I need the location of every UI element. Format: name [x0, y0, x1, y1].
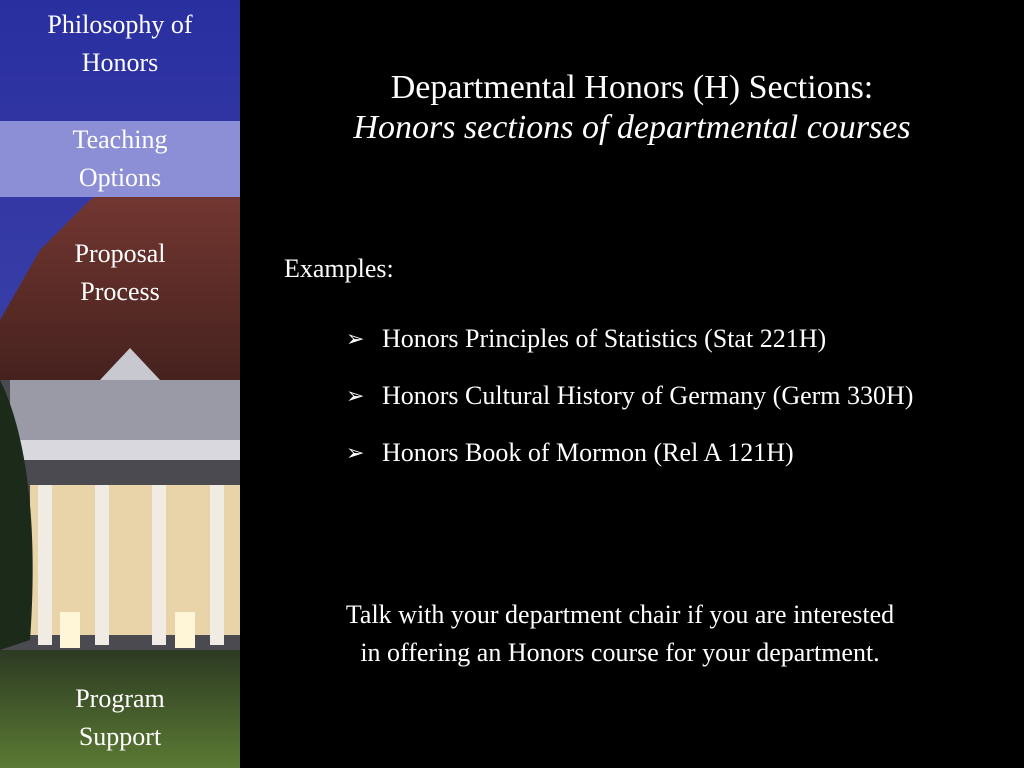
- list-item: [346, 436, 926, 470]
- sidebar-item-teaching-options[interactable]: [0, 121, 240, 197]
- sidebar-item-label: Teaching: [72, 125, 168, 154]
- sidebar-item-label: Options: [78, 163, 162, 192]
- sidebar-item-label: Proposal: [74, 239, 166, 268]
- sidebar-item-label: Support: [78, 722, 162, 751]
- sidebar-item-proposal-process[interactable]: [0, 235, 240, 311]
- sidebar-item-program-support[interactable]: [0, 680, 240, 756]
- arrow-bullet-icon: ➢: [346, 326, 365, 351]
- arrow-bullet-icon: ➢: [346, 440, 365, 465]
- arrow-bullet-icon: ➢: [346, 383, 365, 408]
- list-item-text: Honors Principles of Statistics (Stat 221H): [382, 324, 827, 353]
- sidebar-item-label: Program: [75, 684, 165, 713]
- sidebar-item-label: Philosophy of: [47, 10, 193, 39]
- sidebar-item-philosophy-of-honors[interactable]: [0, 6, 240, 116]
- title-text: Departmental Honors (H) Sections:: [390, 69, 874, 106]
- list-item-text: Honors Book of Mormon (Rel A 121H): [382, 438, 794, 467]
- list-item: [346, 322, 926, 356]
- slide-title: [240, 68, 1024, 148]
- list-item: [346, 379, 926, 413]
- footer-note: Talk with your department chair if you are interested in offering an Honors course for your department.: [345, 600, 895, 667]
- subtitle-text: Honors sections of departmental courses: [353, 109, 911, 146]
- list-item-text: Honors Cultural History of Germany (Germ 330H): [382, 381, 914, 410]
- sidebar-item-label: Process: [80, 277, 160, 306]
- examples-list: [346, 322, 926, 493]
- slide-content: [240, 0, 1024, 768]
- sidebar: [0, 0, 240, 768]
- sidebar-item-label: Honors: [81, 48, 159, 77]
- examples-label: Examples:: [284, 254, 394, 283]
